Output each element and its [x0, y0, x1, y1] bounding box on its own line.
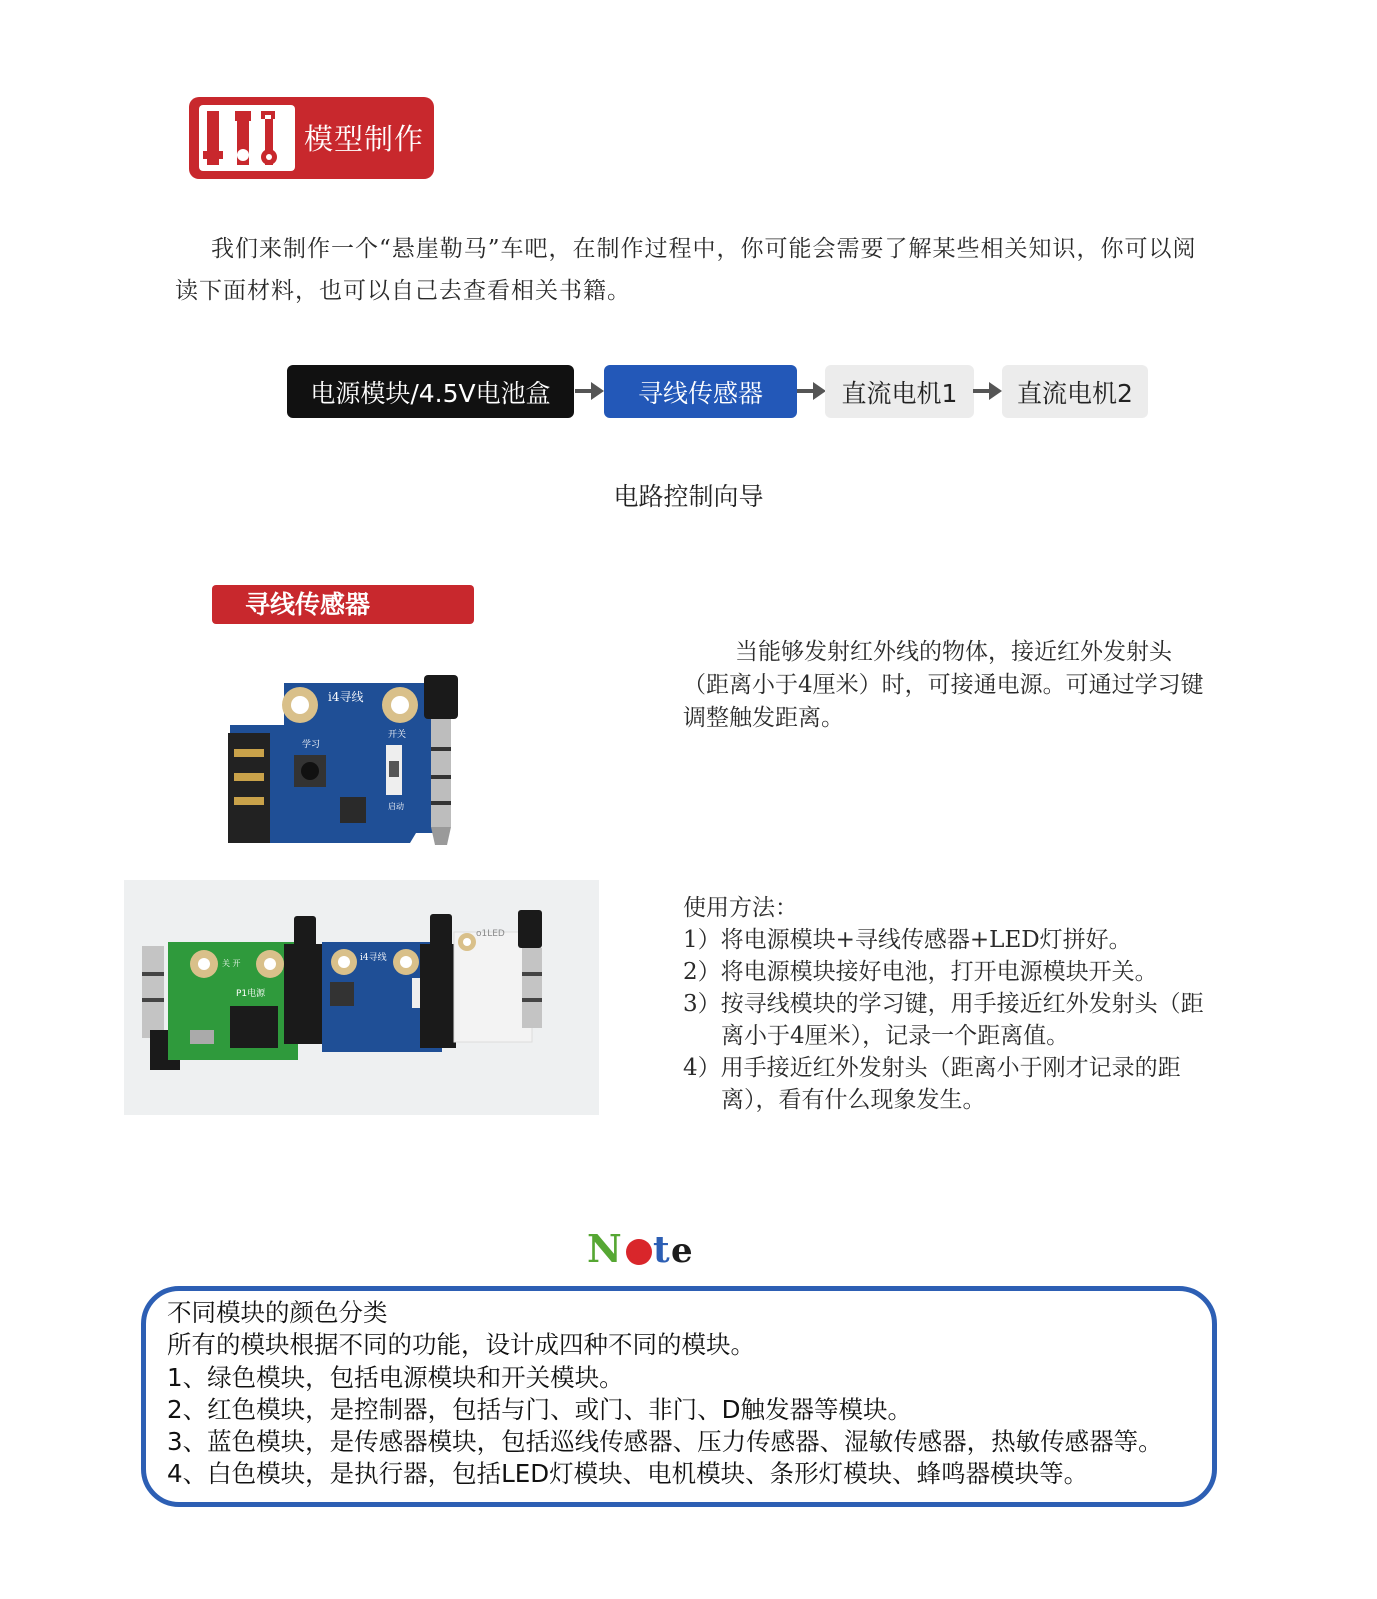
led-module-label: o1LED [476, 929, 505, 939]
note-line: 所有的模块根据不同的功能，设计成四种不同的模块。 [167, 1330, 755, 1360]
note-line: 3、蓝色模块，是传感器模块，包括巡线传感器、压力传感器、湿敏传感器，热敏传感器等。 [167, 1427, 1163, 1457]
note-logo-letter: t [653, 1229, 670, 1268]
note-line: 1、绿色模块，包括电源模块和开关模块。 [167, 1362, 624, 1392]
sensor-module-label: i4寻线 [360, 953, 387, 963]
switch-label: 开关 [388, 730, 407, 740]
intro-paragraph: 我们来制作一个“悬崖勒马”车吧，在制作过程中，你可能会需要了解某些相关知识，你可以阅读下面材料，也可以自己去查看相关书籍。 [175, 236, 1197, 304]
usage-step: 1）将电源模块+寻线传感器+LED灯拼好。 [683, 927, 1132, 953]
flow-step-sensor: 寻线传感器 [604, 365, 797, 418]
assembled-modules-photo [124, 880, 599, 1115]
sensor-description: 当能够发射红外线的物体，接近红外发射头（距离小于4厘米）时，可接通电源。可通过学习键调整触发距离。 [683, 639, 1204, 731]
page-title: 模型制作 [304, 122, 425, 156]
section-tag: 寻线传感器 [212, 585, 474, 624]
note-logo-letter: o [629, 1232, 651, 1268]
arrow-right-icon [575, 379, 605, 403]
usage-instructions [683, 892, 1223, 1116]
note-logo-letter: e [671, 1231, 693, 1268]
note-heading: 不同模块的颜色分类 [167, 1298, 388, 1327]
switch-sub-label: 启动 [388, 802, 404, 811]
tools-icon [199, 105, 295, 171]
usage-step: 3）按寻线模块的学习键，用手接近红外发射头（距离小于4厘米），记录一个距离值。 [683, 991, 1204, 1049]
usage-title: 使用方法： [683, 895, 798, 921]
board-label: i4寻线 [328, 690, 364, 704]
flow-step-motor-1: 直流电机1 [825, 365, 974, 418]
usage-step: 2）将电源模块接好电池，打开电源模块开关。 [683, 959, 1158, 985]
note-line: 4、白色模块，是执行器，包括LED灯模块、电机模块、条形灯模块、蜂鸣器模块等。 [167, 1459, 1089, 1489]
arrow-right-icon [973, 379, 1003, 403]
flow-caption: 电路控制向导 [613, 482, 764, 511]
line-sensor-photo [228, 675, 488, 850]
power-switch-label: 关 开 [222, 959, 241, 968]
section-header-badge [189, 97, 434, 179]
power-module-label: P1电源 [236, 989, 266, 999]
arrow-right-icon [797, 379, 827, 403]
note-line: 2、红色模块，是控制器，包括与门、或门、非门、D触发器等模块。 [167, 1394, 912, 1424]
flow-step-power: 电源模块/4.5V电池盒 [287, 365, 574, 418]
note-text [167, 1297, 1207, 1491]
key-label: 学习 [302, 740, 321, 750]
flow-step-motor-2: 直流电机2 [1002, 365, 1148, 418]
note-logo-letter: N [587, 1228, 622, 1268]
note-logo [587, 1228, 703, 1268]
usage-step: 4）用手接近红外发射头（距离小于刚才记录的距离），看有什么现象发生。 [683, 1055, 1181, 1113]
